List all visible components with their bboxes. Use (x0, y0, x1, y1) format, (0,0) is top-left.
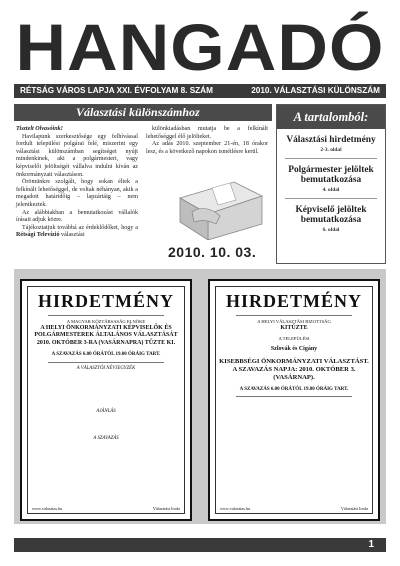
notice-title: HIRDETMÉNY (37, 291, 174, 311)
toc-item-title: Polgármester jelöltek bemutatkozása (288, 164, 374, 185)
tv-name: Rétsági Televízió (16, 232, 60, 239)
toc-item-page: 6. oldal (322, 226, 340, 233)
toc-item[interactable] (277, 135, 385, 153)
toc-item-page: 2-3. oldal (320, 146, 342, 153)
toc-item-title: Választási hirdetmény (286, 135, 376, 145)
toc-item[interactable] (277, 205, 385, 233)
notice-line: 2010. OKTÓBER 3-RA (VASÁRNAPRA) TŰZTE KI. (36, 339, 176, 346)
notice-line: A SZAVAZÁS NAPJA: 2010. OKTÓBER 3. (VASÁRNAP). (232, 365, 356, 381)
lead-column-2 (146, 126, 268, 156)
lead-column-1 (16, 126, 138, 240)
toc-item-page: 4. oldal (322, 186, 340, 193)
notice-right (208, 279, 380, 521)
divider (285, 198, 377, 199)
notice-line: A MAGYAR KÖZTÁRSASÁG ELNÖKE (66, 319, 146, 324)
notice-title: HIRDETMÉNY (225, 291, 362, 311)
ballot-box-illustration (172, 178, 270, 240)
masthead (14, 10, 386, 84)
toc-item[interactable] (277, 165, 385, 193)
lead-paragraph: különkiadásban mutatja be a felkínált lehetőséggel élő jelölteket. (146, 126, 268, 140)
lead-paragraph: Az alábbiakban a bemutatkozást vállalók írásait adjuk közre. (16, 209, 138, 224)
notice-line: A SZAVAZÁS 6.00 ÓRÁTÓL 19.00 ÓRÁIG TART. (239, 386, 349, 392)
notice-footer-right: Választási Iroda (152, 506, 180, 511)
notice-left (20, 279, 192, 521)
page-number: 1 (368, 539, 374, 550)
lead-paragraph: Örömünkre szolgált, hogy sokan éltek a felkínált lehetőséggel, de voltak néhányan, akik a megadott határidőig – lapzártáig – nem jelentkeztek. (16, 179, 138, 208)
lead-paragraph: Tájékoztatjuk továbbá az érdeklődőket, hogy a Rétsági Televízió választási (16, 224, 138, 239)
footer-bar (14, 538, 386, 552)
notice-footer-left: www.valasztas.hu (32, 506, 63, 511)
notice-footer (220, 506, 368, 511)
divider (48, 315, 164, 316)
notice-line: A HELYI VÁLASZTÁSI BIZOTTSÁG (257, 319, 331, 324)
divider (48, 362, 164, 363)
divider (236, 396, 352, 397)
toc-item-title: Képviselő jelöltek bemutatkozása (295, 204, 367, 225)
lead-paragraph: Az adás 2010. szeptember 21-én, 18 órakor lesz, és a következő napokon ismétlésre kerül. (146, 141, 268, 155)
issue-edition: 2010. VÁLASZTÁSI KÜLÖNSZÁM (251, 86, 380, 95)
notice-section-heading: A SZAVAZÁS (93, 435, 119, 441)
masthead-title: HANGADÓ (15, 10, 385, 84)
notice-line: A SZAVAZÁS 6.00 ÓRÁTÓL 19.00 ÓRÁIG TART. (51, 352, 161, 358)
election-date: 2010. 10. 03. (168, 244, 257, 260)
contents-title: A tartalomból: (277, 105, 385, 129)
divider (236, 315, 352, 316)
contents-box (276, 104, 386, 264)
notice-footer-left: www.valasztas.hu (220, 506, 251, 511)
divider (285, 158, 377, 159)
notice-line: Szlovák és Cigány (270, 346, 318, 353)
notice-section-heading: AJÁNLÁS (96, 408, 116, 414)
notice-footer-right: Választási Iroda (340, 506, 368, 511)
issue-info: RÉTSÁG VÁROS LAPJA XXI. ÉVFOLYAM 8. SZÁM (20, 86, 213, 95)
lead-greeting: Tisztelt Olvasóink! (16, 126, 64, 132)
notice-line: A HELYI ÖNKORMÁNYZATI KÉPVISELŐK ÉS POLGÁRMESTEREK ÁLTALÁNOS VÁLASZTÁSÁT (34, 325, 178, 339)
lead-header: Választási különszámhoz (14, 104, 272, 121)
notice-footer (32, 506, 180, 511)
notice-line: A TELEPÜLÉSI (278, 336, 310, 342)
notice-line: KISEBBSÉGI ÖNKORMÁNYZATI VÁLASZTÁST. (219, 357, 369, 365)
notice-line: KITŰZTE (280, 325, 308, 331)
notice-section-heading: A VÁLASZTÓI NÉVJEGYZÉK (76, 365, 136, 371)
lead-paragraph: Havilapunk szerkesztősége egy felhívással fordult települési polgárai felé, miszerint egy választási különszámban segítséget nyújt mindenkinek, aki a polgármesteri, vagy képviselői jelöltségét vállalva indulni kíván az önkormányzati választáson. (16, 133, 138, 178)
issue-bar (14, 84, 386, 98)
